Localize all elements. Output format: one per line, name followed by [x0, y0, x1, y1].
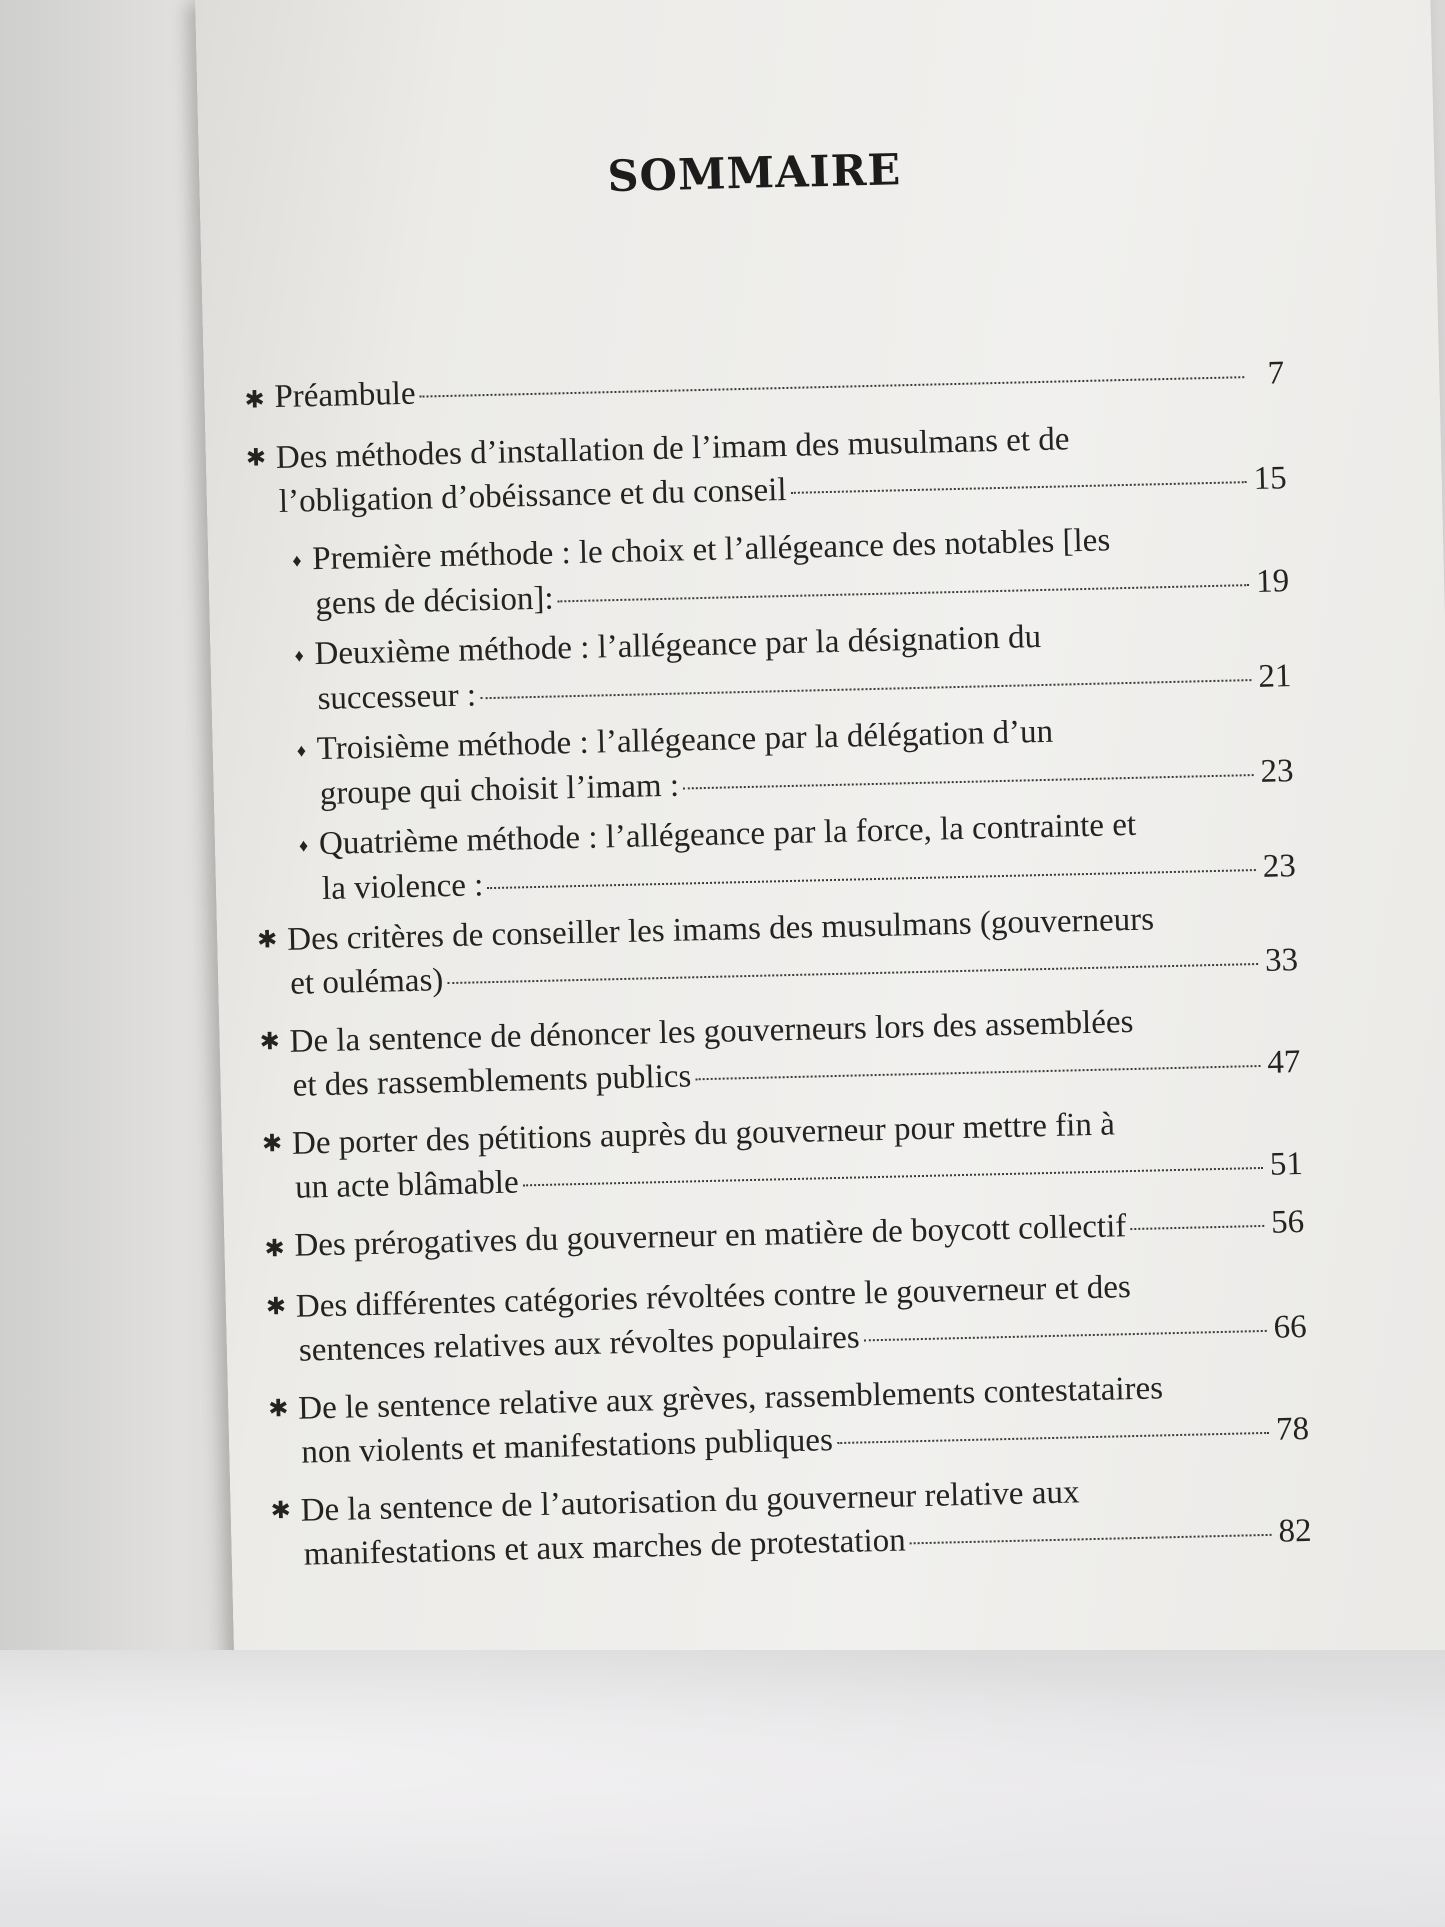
toc-entry-title: successeur : — [317, 677, 477, 718]
toc-entry-line: De la sentence de l’autorisation du gouverneur relative aux — [300, 1474, 1080, 1529]
toc-entry — [270, 1465, 1312, 1577]
toc-leader-row — [264, 1200, 1305, 1271]
page-number: 66 — [1273, 1308, 1308, 1346]
asterisk-bullet-icon: ✱ — [270, 1497, 292, 1525]
dot-leader — [480, 678, 1251, 699]
toc-entry-line: De porter des pétitions auprès du gouverneur pour mettre fin à — [291, 1106, 1116, 1162]
table-of-contents — [244, 351, 1312, 1591]
diamond-bullet-icon: ♦ — [294, 645, 304, 666]
toc-entry — [257, 894, 1299, 1006]
toc-entry-line: De la sentence de dénoncer les gouverneurs lors des assemblées — [289, 1003, 1134, 1060]
toc-entry-title: l’obligation d’obéissance et du conseil — [278, 471, 787, 520]
toc-entry-line: De le sentence relative aux grèves, rassemblements contestataires — [297, 1370, 1164, 1427]
diamond-bullet-icon: ♦ — [296, 740, 307, 761]
asterisk-bullet-icon: ✱ — [259, 1029, 281, 1056]
toc-subentry — [296, 704, 1294, 816]
toc-entry — [262, 1098, 1304, 1210]
toc-entry-title: non violents et manifestations publiques — [300, 1422, 834, 1471]
page-number: 33 — [1264, 942, 1299, 979]
toc-entry-line: Des critères de conseiller les imams des musulmans (gouverneurs — [286, 901, 1155, 958]
dot-leader — [420, 375, 1245, 397]
dot-leader — [683, 773, 1254, 789]
toc-entry-title: un acte blâmable — [294, 1164, 520, 1206]
toc-subentry — [294, 609, 1292, 721]
page-number: 78 — [1275, 1410, 1310, 1448]
page-number: 82 — [1278, 1512, 1312, 1550]
toc-entry-line: Deuxième méthode : l’allégeance par la désignation du — [314, 619, 1042, 673]
toc-subentry — [292, 514, 1290, 626]
dot-leader — [447, 962, 1258, 984]
dot-leader — [1130, 1224, 1264, 1230]
toc-entry — [268, 1363, 1310, 1475]
toc-entry-line: Des différentes catégories révoltées contre le gouverneur et des — [295, 1269, 1132, 1325]
toc-entry-title: Des prérogatives du gouverneur en matière de boycott collectif — [294, 1208, 1127, 1264]
toc-entry-title: et oulémas) — [289, 962, 444, 1002]
page-number: 56 — [1270, 1203, 1305, 1241]
diamond-bullet-icon: ♦ — [298, 835, 309, 856]
toc-subentry — [299, 799, 1297, 911]
book-page — [195, 0, 1445, 1709]
dot-leader — [864, 1329, 1267, 1341]
asterisk-bullet-icon: ✱ — [261, 1131, 283, 1158]
dot-leader — [910, 1533, 1272, 1545]
asterisk-bullet-icon: ✱ — [245, 445, 267, 472]
toc-entry-line: Troisième méthode : l’allégeance par la délégation d’un — [316, 713, 1054, 768]
toc-entry-title: gens de décision]: — [314, 580, 554, 623]
dot-leader — [523, 1166, 1263, 1186]
toc-entry — [264, 1200, 1305, 1271]
dot-leader — [558, 583, 1250, 602]
toc-entry — [265, 1261, 1307, 1373]
toc-entry — [245, 412, 1287, 524]
page-number: 23 — [1262, 848, 1297, 885]
toc-entry-title: manifestations et aux marches de protestation — [303, 1522, 907, 1573]
dot-leader — [695, 1064, 1260, 1080]
dot-leader — [837, 1431, 1269, 1444]
toc-entry-title: Préambule — [274, 375, 416, 416]
toc-entry-title: groupe qui choisit l’imam : — [319, 767, 680, 813]
asterisk-bullet-icon: ✱ — [265, 1294, 287, 1321]
dot-leader — [487, 868, 1256, 889]
page-number: 15 — [1253, 460, 1288, 497]
toc-entry — [259, 996, 1301, 1108]
toc-entry-title: la violence : — [321, 867, 484, 908]
toc-entry-line: Première méthode : le choix et l’allégeance des notables [les — [311, 522, 1111, 578]
page-number: 21 — [1257, 658, 1292, 695]
page-number: 23 — [1260, 753, 1294, 790]
toc-entry-line: Quatrième méthode : l’allégeance par la force, la contrainte et — [318, 806, 1137, 863]
page-number: 47 — [1267, 1044, 1301, 1081]
page-number: 51 — [1269, 1146, 1304, 1183]
toc-leader-row — [244, 351, 1285, 422]
page-number: 7 — [1267, 355, 1285, 392]
background-blanket — [0, 1650, 1445, 1927]
asterisk-bullet-icon: ✱ — [244, 387, 265, 414]
diamond-bullet-icon: ♦ — [292, 550, 302, 571]
toc-entry-title: et des rassemblements publics — [292, 1058, 692, 1104]
toc-entry-line: Des méthodes d’installation de l’imam des musulmans et de — [275, 421, 1070, 477]
toc-entry-title: sentences relatives aux révoltes populaires — [298, 1319, 861, 1369]
asterisk-bullet-icon: ✱ — [256, 927, 278, 954]
asterisk-bullet-icon: ✱ — [268, 1395, 289, 1423]
toc-entry — [244, 351, 1285, 422]
asterisk-bullet-icon: ✱ — [264, 1236, 285, 1263]
page-title: SOMMAIRE — [606, 145, 902, 202]
page-number: 19 — [1255, 563, 1290, 600]
dot-leader — [791, 480, 1247, 494]
